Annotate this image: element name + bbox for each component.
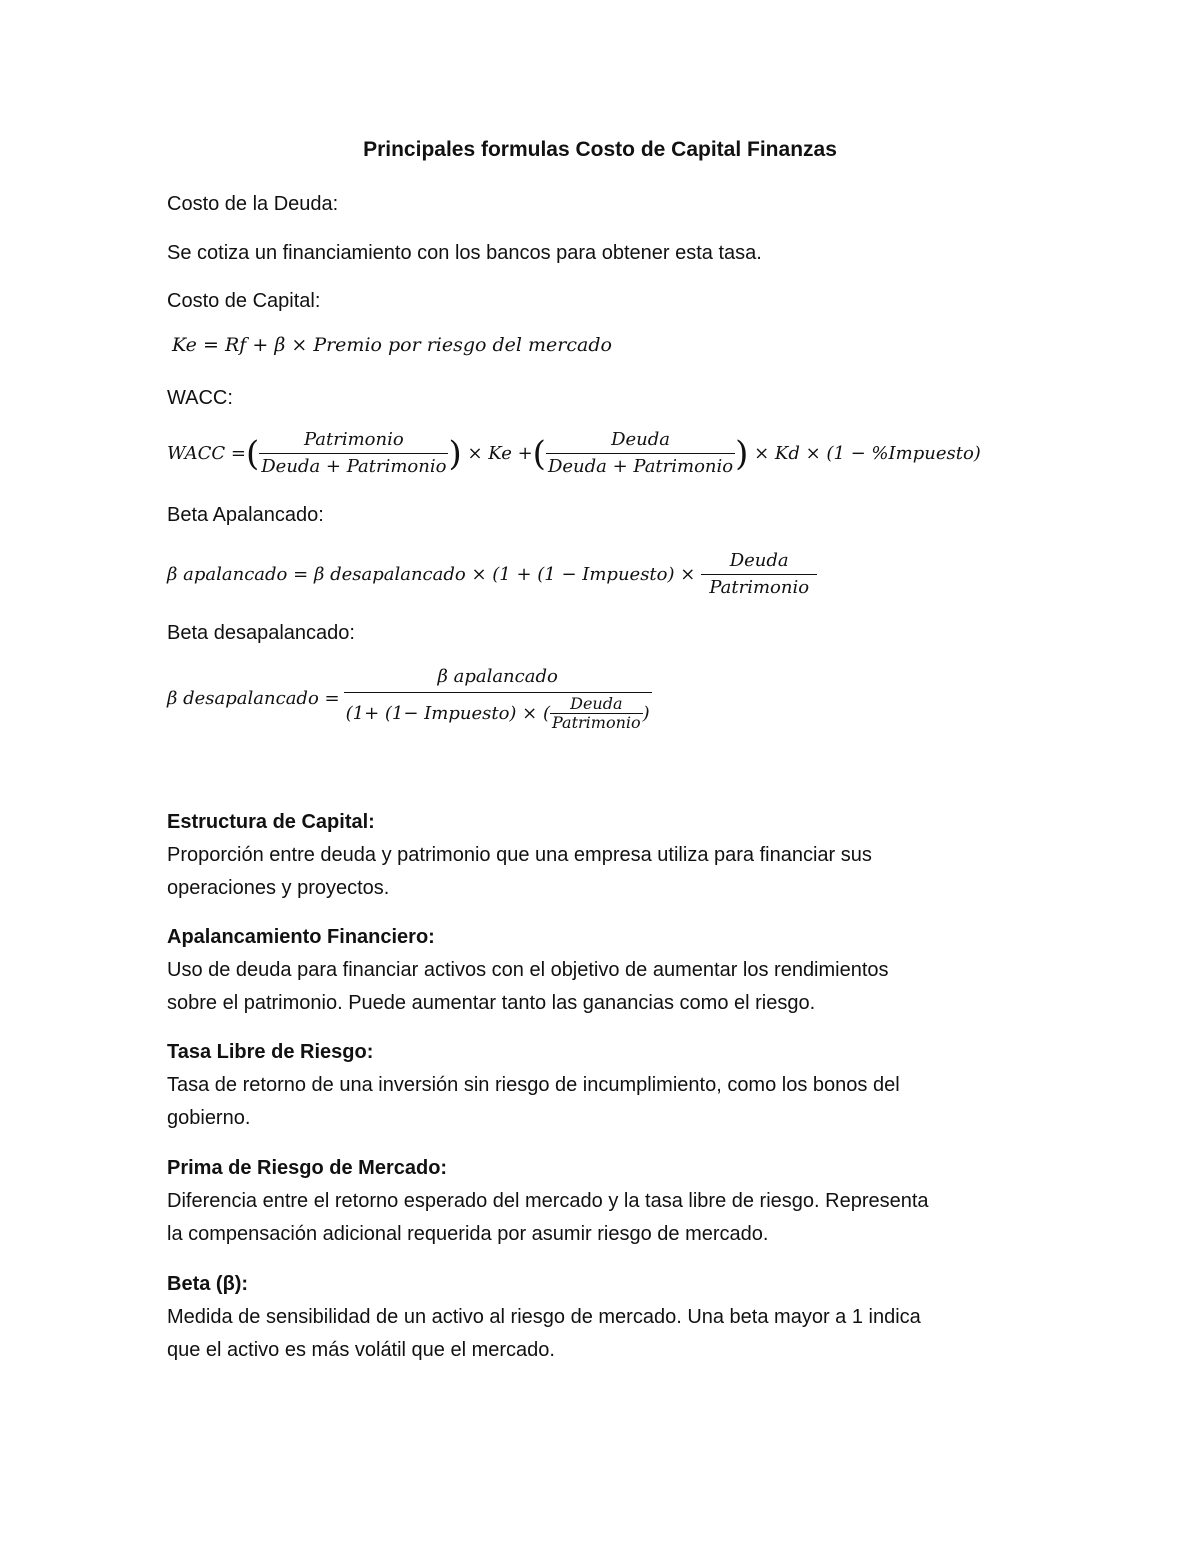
ke-rest: Premio por riesgo del mercado <box>313 334 612 356</box>
beta-ap-frac-num: Deuda <box>701 548 817 575</box>
beta-ap-lhs: β apalancado <box>167 564 288 585</box>
definition-line: Diferencia entre el retorno esperado del mercado y la tasa libre de riesgo. Representa <box>167 1190 929 1212</box>
definition-heading: Estructura de Capital: <box>167 811 375 833</box>
definition-heading: Tasa Libre de Riesgo: <box>167 1041 374 1063</box>
wacc-mid: × Ke + <box>467 443 533 464</box>
ke-formula <box>172 334 612 356</box>
beta-des-eq: = <box>324 687 340 709</box>
beta-des-frac <box>344 664 652 732</box>
definition-line: gobierno. <box>167 1107 251 1129</box>
beta-apalancado-formula <box>167 548 817 601</box>
beta-des-den-frac <box>550 695 643 732</box>
ke-rf: Rf <box>224 334 247 356</box>
ke-beta: β <box>274 334 286 356</box>
wacc-frac2-den: Deuda + Patrimonio <box>547 456 734 477</box>
beta-desapalancado-formula <box>167 664 652 732</box>
wacc-frac1-den: Deuda + Patrimonio <box>261 456 447 477</box>
definition-heading: Prima de Riesgo de Mercado: <box>167 1157 448 1179</box>
beta-des-num: β apalancado <box>344 664 652 693</box>
definition-line: Medida de sensibilidad de un activo al riesgo de mercado. Una beta mayor a 1 indica <box>167 1306 921 1328</box>
beta-des-den <box>344 693 652 732</box>
page-title: Principales formulas Costo de Capital Finanzas <box>363 138 837 161</box>
definition-tasa-libre <box>167 1036 1037 1135</box>
wacc-lhs: WACC <box>167 443 226 464</box>
beta-ap-frac <box>701 548 817 601</box>
costo-deuda-text: Se cotiza un financiamiento con los bancos para obtener esta tasa. <box>167 242 762 264</box>
ke-lhs: Ke <box>172 334 197 356</box>
costo-capital-label: Costo de Capital: <box>167 290 321 312</box>
beta-desapalancado-label: Beta desapalancado: <box>167 622 355 644</box>
beta-ap-frac-den: Patrimonio <box>709 577 810 598</box>
definition-heading: Apalancamiento Financiero: <box>167 926 435 948</box>
ke-eq: = <box>202 334 219 356</box>
definition-line: la compensación adicional requerida por asumir riesgo de mercado. <box>167 1223 769 1245</box>
wacc-tail: × Kd × (1 − %Impuesto) <box>754 443 981 464</box>
definition-apalancamiento <box>167 921 1037 1020</box>
beta-ap-eq: = <box>293 564 309 585</box>
definition-line: que el activo es más volátil que el mercado. <box>167 1339 555 1361</box>
beta-des-den-post: ) <box>642 702 650 724</box>
ke-times: × <box>291 334 308 356</box>
definition-heading: Beta (β): <box>167 1273 249 1295</box>
definition-beta <box>167 1268 1037 1367</box>
beta-des-lhs: β desapalancado <box>167 687 319 709</box>
definition-line: Uso de deuda para financiar activos con el objetivo de aumentar los rendimientos <box>167 959 889 981</box>
definition-line: operaciones y proyectos. <box>167 877 390 899</box>
costo-deuda-label: Costo de la Deuda: <box>167 193 339 215</box>
wacc-frac1-num: Patrimonio <box>259 427 448 454</box>
wacc-formula: WACC = ( $\frac{\text{Patrimonio}}{\text{Deuda + Patrimonio}}$ ) × Ke + ( $\frac{\text{Deuda}}{\text{Deuda + Patrimonio}}$ ) × Kd × (1 − %Impuesto) <box>167 427 981 480</box>
wacc-frac2-num: Deuda <box>546 427 735 454</box>
wacc-frac-patrimonio <box>259 427 448 480</box>
beta-apalancado-label: Beta Apalancado: <box>167 504 324 526</box>
beta-ap-rhs: β desapalancado × (1 + (1 − Impuesto) × <box>313 564 696 585</box>
ke-plus: + <box>252 334 269 356</box>
beta-des-den-frac-den: Patrimonio <box>552 713 641 732</box>
beta-des-den-pre: (1+ (1− Impuesto) × ( <box>345 702 550 724</box>
definition-prima-riesgo <box>167 1152 1037 1251</box>
wacc-eq: = <box>230 443 246 464</box>
beta-des-den-frac-num: Deuda <box>550 695 643 714</box>
definition-line: Proporción entre deuda y patrimonio que una empresa utiliza para financiar sus <box>167 844 872 866</box>
definition-line: Tasa de retorno de una inversión sin riesgo de incumplimiento, como los bonos del <box>167 1074 900 1096</box>
definition-estructura <box>167 806 1037 905</box>
definition-line: sobre el patrimonio. Puede aumentar tanto las ganancias como el riesgo. <box>167 992 816 1014</box>
wacc-frac-deuda <box>546 427 735 480</box>
wacc-label: WACC: <box>167 387 233 409</box>
